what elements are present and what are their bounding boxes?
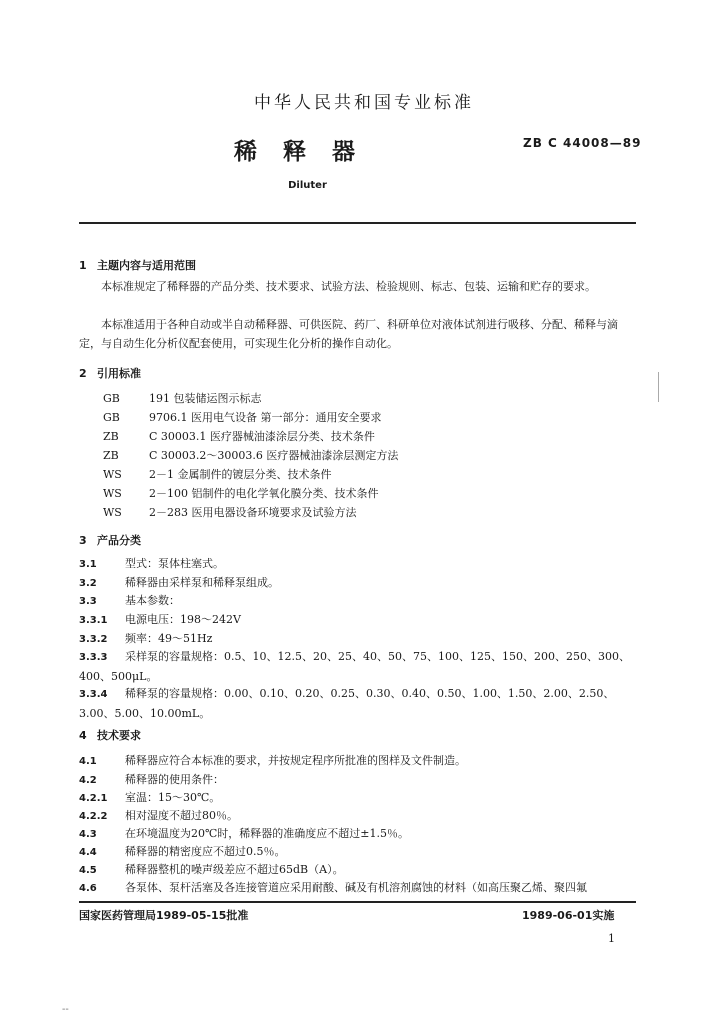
reference-prefix: ZB (103, 449, 119, 462)
reference-item (103, 466, 332, 482)
clause-number: 4.2.2 (79, 811, 108, 822)
reference-text: 2－283 医用电器设备环境要求及试验方法 (149, 506, 357, 519)
clause-text: 频率：49～51Hz (125, 632, 213, 645)
section-1-paragraph-2: 本标准适用于各种自动或半自动稀释器、可供医院、药厂、科研单位对液体试剂进行吸移、分配、稀释与滴定，与自动生化分析仪配套使用，可实现生化分析的操作自动化。 (79, 318, 618, 350)
section-title: 产品分类 (97, 534, 141, 547)
reference-item (103, 485, 379, 501)
reference-prefix: ZB (103, 430, 119, 443)
clause-text: 稀释器由采样泵和稀释泵组成。 (125, 576, 279, 589)
clause-text: 稀释泵的容量规格：0.00、0.10、0.20、0.25、0.30、0.40、0.50、1.00、1.50、2.00、2.50、3.00、5.00、10.00mL。 (79, 687, 615, 720)
reference-item (103, 504, 357, 520)
clause-number: 4.4 (79, 847, 97, 858)
clause-item (79, 647, 636, 686)
clause-text: 各泵体、泵杆活塞及各连接管道应采用耐酸、碱及有机溶剂腐蚀的材料（如高压聚乙烯、聚四氟 (125, 881, 587, 894)
clause-item (79, 592, 180, 608)
section-number: 3 (79, 534, 87, 547)
reference-prefix: WS (103, 468, 122, 481)
footer-rule (79, 901, 636, 903)
clause-text: 型式：泵体柱塞式。 (125, 557, 224, 570)
section-title: 引用标准 (97, 367, 141, 380)
section-number: 4 (79, 729, 87, 742)
clause-number: 3.3 (79, 596, 97, 607)
clause-text: 在环境温度为20℃时，稀释器的准确度应不超过±1.5％。 (125, 827, 410, 840)
reference-item (103, 428, 375, 444)
section-4-heading (79, 727, 141, 743)
clause-item (79, 611, 241, 627)
section-3-heading (79, 532, 141, 548)
header-rule (79, 222, 636, 224)
clause-item (79, 789, 220, 805)
clause-text: 基本参数： (125, 594, 180, 607)
clause-item (79, 771, 224, 787)
english-title: Diluter (288, 180, 327, 191)
section-2-heading (79, 365, 141, 381)
clause-item (79, 684, 636, 723)
clause-item (79, 807, 238, 823)
document-title: 稀释器 (234, 139, 381, 165)
clause-number: 3.3.2 (79, 634, 108, 645)
reference-text: C 30003.2～30003.6 医疗器械油漆涂层测定方法 (149, 449, 399, 462)
scan-mark (658, 372, 659, 402)
clause-number: 4.1 (79, 756, 97, 767)
clause-text: 稀释器整机的噪声级差应不超过65dB（A）。 (125, 863, 344, 876)
clause-number: 4.6 (79, 883, 97, 894)
clause-text: 电源电压：198～242V (125, 613, 241, 626)
reference-text: 2－1 金属制件的镀层分类、技术条件 (149, 468, 332, 481)
clause-number: 3.2 (79, 578, 97, 589)
reference-prefix: WS (103, 487, 122, 500)
reference-text: 191 包装储运图示标志 (149, 392, 262, 405)
reference-text: 2－100 铝制件的电化学氧化膜分类、技术条件 (149, 487, 379, 500)
clause-number: 4.2 (79, 775, 97, 786)
section-title: 主题内容与适用范围 (97, 259, 196, 272)
clause-item (79, 825, 409, 841)
clause-number: 3.3.1 (79, 615, 108, 626)
clause-number: 3.3.4 (79, 689, 108, 700)
reference-prefix: GB (103, 411, 120, 424)
clause-number: 3.3.3 (79, 652, 108, 663)
page-number: 1 (608, 932, 615, 945)
clause-text: 稀释器应符合本标准的要求，并按规定程序所批准的图样及文件制造。 (125, 754, 466, 767)
reference-text: C 30003.1 医疗器械油漆涂层分类、技术条件 (149, 430, 375, 443)
clause-number: 4.3 (79, 829, 97, 840)
reference-text: 9706.1 医用电气设备 第一部分：通用安全要求 (149, 411, 382, 424)
clause-text: 稀释器的精密度应不超过0.5％。 (125, 845, 286, 858)
clause-item (79, 574, 279, 590)
section-title: 技术要求 (97, 729, 141, 742)
clause-item (79, 555, 224, 571)
reference-item (103, 409, 381, 425)
reference-prefix: WS (103, 506, 122, 519)
clause-text: 室温：15～30℃。 (125, 791, 221, 804)
clause-number: 3.1 (79, 559, 97, 570)
approval-line: 国家医药管理局1989-05-15批准 (79, 909, 249, 922)
reference-item (103, 390, 262, 406)
section-1-paragraph-1: 本标准规定了稀释器的产品分类、技术要求、试验方法、检验规则、标志、包装、运输和贮存的要求。 (101, 280, 596, 293)
issuing-authority: 中华人民共和国专业标准 (254, 93, 474, 113)
clause-number: 4.2.1 (79, 793, 108, 804)
clause-number: 4.5 (79, 865, 97, 876)
clause-item (79, 630, 212, 646)
clause-text: 采样泵的容量规格：0.5、10、12.5、20、25、40、50、75、100、125、150、200、250、300、400、500μL。 (79, 650, 630, 683)
scan-dash: -- (62, 1004, 69, 1015)
clause-item (79, 843, 286, 859)
clause-item (79, 752, 466, 768)
clause-item (79, 879, 587, 895)
clause-item (79, 861, 344, 877)
reference-item (103, 447, 398, 463)
clause-text: 稀释器的使用条件： (125, 773, 224, 786)
section-number: 2 (79, 367, 87, 380)
section-1-heading (79, 257, 196, 273)
reference-prefix: GB (103, 392, 120, 405)
standard-code: ZB C 44008—89 (523, 136, 642, 150)
effective-date: 1989-06-01实施 (522, 909, 615, 922)
section-number: 1 (79, 259, 87, 272)
clause-text: 相对湿度不超过80％。 (125, 809, 238, 822)
